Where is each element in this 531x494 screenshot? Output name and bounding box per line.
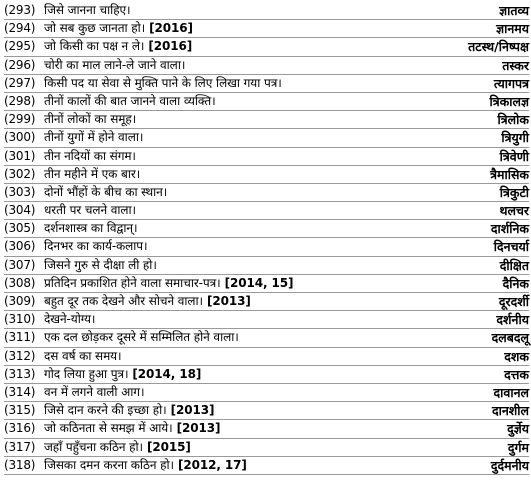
definition-text: [44, 148, 494, 165]
table-row: [4, 38, 529, 56]
definition-text: [44, 75, 488, 92]
table-row: [4, 20, 529, 38]
definition-text: [44, 111, 492, 128]
exam-year-tag: [2013]: [207, 294, 251, 308]
table-row: [4, 220, 529, 238]
table-row: [4, 293, 529, 311]
one-word-answer: दावानल: [493, 384, 529, 400]
one-word-answer: तस्कर: [502, 57, 529, 73]
definition-phrase: तीन नदियों का संगम।: [44, 148, 136, 163]
definition-phrase: जो कठिनता से समझ में आये।: [44, 421, 173, 436]
one-word-answer: दर्शनीय: [496, 312, 529, 328]
definition-text: [44, 166, 484, 183]
item-number: (310): [4, 312, 36, 327]
item-number: (301): [4, 148, 36, 163]
table-row: [4, 420, 529, 438]
item-number: (313): [4, 366, 36, 381]
definition-phrase: तीनों कालों की बात जानने वाला व्यक्ति।: [44, 93, 216, 108]
table-row: [4, 75, 529, 93]
definition-phrase: जिसे दान करने की इच्छा हो।: [44, 403, 167, 418]
table-row: [4, 439, 529, 457]
item-number: (304): [4, 203, 36, 218]
table-row: [4, 148, 529, 166]
definition-phrase: जहाँ पहुँचना कठिन हो।: [44, 439, 143, 454]
table-row: [4, 329, 529, 347]
one-word-answer: दशक: [504, 348, 529, 364]
definition-text: [44, 366, 498, 383]
definition-text: [44, 202, 493, 219]
one-word-answer: त्रिकुटी: [499, 184, 529, 200]
item-number: (299): [4, 112, 36, 127]
definition-phrase: जो किसी का पक्ष न ले।: [44, 39, 145, 54]
definition-text: [44, 275, 497, 292]
item-number: (307): [4, 257, 36, 272]
one-word-answer: त्रैमासिक: [490, 166, 529, 182]
one-word-answer: त्यागपत्र: [493, 75, 529, 91]
definition-phrase: तीन महीने में एक बार।: [44, 166, 141, 181]
definition-phrase: प्रतिदिन प्रकाशित होने वाला समाचार-पत्र।: [44, 275, 221, 290]
one-word-answer: त्रियुगी: [501, 130, 529, 146]
definition-text: [44, 439, 502, 456]
table-row: [4, 275, 529, 293]
item-number: (302): [4, 166, 36, 181]
one-word-answer: दिनचर्या: [493, 239, 529, 255]
item-number: (306): [4, 239, 36, 254]
item-number: (315): [4, 403, 36, 418]
definition-text: [44, 93, 484, 110]
definition-text: [44, 311, 490, 328]
one-word-answer: दुर्दमनीय: [490, 457, 529, 473]
definition-text: [44, 293, 493, 310]
one-word-answer: दलबदलू: [491, 330, 529, 346]
exam-year-tag: [2015]: [147, 439, 191, 454]
definition-text: [44, 57, 496, 74]
exam-year-tag: [2014, 15]: [224, 275, 294, 290]
table-row: [4, 257, 529, 275]
item-number: (296): [4, 57, 36, 72]
definition-phrase: तीनों लोकों का समूह।: [44, 112, 137, 127]
item-number: (297): [4, 75, 36, 90]
table-row: [4, 129, 529, 147]
exam-year-tag: [2016]: [148, 39, 193, 54]
one-word-answer: दुर्गम: [507, 439, 529, 455]
definition-phrase: वन में लगने वाली आग।: [44, 384, 145, 399]
one-word-answer: दार्शनिक: [490, 221, 529, 237]
table-row: [4, 166, 529, 184]
definition-phrase: तीनों युगों में होने वाला।: [44, 130, 144, 145]
exam-year-tag: [2012, 17]: [178, 457, 247, 472]
definition-text: [44, 329, 486, 346]
one-word-answer: दूरदर्शी: [498, 294, 529, 309]
definition-phrase: दस वर्ष का समय।: [44, 348, 122, 363]
definition-text: [44, 220, 485, 237]
item-number: (311): [4, 330, 36, 345]
item-number: (314): [4, 384, 36, 399]
item-number: (316): [4, 421, 36, 436]
definition-text: [44, 420, 501, 437]
definition-phrase: गोद लिया हुआ पुत्र।: [44, 366, 129, 381]
table-row: [4, 202, 529, 220]
definition-text: [44, 2, 493, 19]
one-word-answer: तटस्थ/निष्पक्ष: [468, 39, 529, 55]
item-number: (305): [4, 221, 36, 236]
one-word-answer: दत्तक: [504, 366, 529, 382]
item-number: (293): [4, 3, 36, 17]
definition-phrase: देखने-योग्य।: [44, 312, 96, 327]
definition-phrase: जिसका दमन करना कठिन हो।: [44, 457, 174, 472]
table-row: [4, 311, 529, 329]
table-row: [4, 93, 529, 111]
definition-text: [44, 384, 488, 401]
item-number: (317): [4, 439, 36, 454]
table-row: [4, 384, 529, 402]
definition-phrase: दोनों भौंहों के बीच का स्थान।: [44, 184, 168, 199]
item-number: (318): [4, 457, 36, 472]
definition-phrase: धरती पर चलने वाला।: [44, 203, 136, 218]
definition-phrase: बहुत दूर तक देखने और सोचने वाला।: [44, 294, 203, 308]
definition-text: [44, 457, 485, 474]
one-word-answer: ज्ञातव्य: [499, 3, 529, 18]
definition-phrase: दर्शनशास्त्र का विद्वान्।: [44, 221, 138, 236]
item-number: (303): [4, 184, 36, 199]
item-number: (295): [4, 39, 36, 54]
exam-year-tag: [2016]: [149, 21, 193, 36]
definition-text: [44, 348, 498, 365]
one-word-answer: त्रिवेणी: [499, 148, 529, 164]
table-row: [4, 238, 529, 256]
table-row: [4, 366, 529, 384]
definition-text: [44, 20, 490, 37]
one-word-answer: ज्ञानमय: [496, 21, 529, 37]
one-word-answer: दुर्ज्ञेय: [507, 421, 529, 437]
table-row: [4, 184, 529, 202]
definition-text: [44, 129, 495, 146]
definition-phrase: जिसने गुरु से दीक्षा ली हो।: [44, 257, 157, 272]
definition-text: [44, 238, 488, 255]
item-number: (308): [4, 275, 36, 290]
table-row: [4, 2, 529, 20]
one-word-answer: दानशील: [491, 403, 529, 419]
table-row: [4, 457, 529, 475]
exam-year-tag: [2014, 18]: [132, 366, 202, 381]
definition-phrase: किसी पद या सेवा से मुक्ति पाने के लिए लिखा गया पत्र।: [44, 75, 282, 90]
definition-phrase: जो सब कुछ जानता हो।: [44, 21, 146, 36]
definition-text: [44, 38, 462, 55]
one-word-answer: दैनिक: [502, 275, 529, 291]
one-word-answer: दीक्षित: [499, 257, 529, 273]
table-row: [4, 402, 529, 420]
table-row: [4, 57, 529, 75]
exam-year-tag: [2013]: [170, 403, 215, 418]
table-row: [4, 111, 529, 129]
definition-text: [44, 402, 486, 419]
item-number: (294): [4, 21, 36, 36]
item-number: (309): [4, 294, 36, 308]
definition-phrase: एक दल छोड़कर दूसरे में सम्मिलित होने वाला।: [44, 330, 239, 345]
one-word-answer: त्रिकालज्ञ: [489, 93, 529, 109]
one-word-answer: त्रिलोक: [497, 112, 529, 128]
exam-year-tag: [2013]: [176, 421, 221, 436]
item-number: (300): [4, 130, 36, 145]
definition-text: [44, 257, 494, 274]
definition-phrase: दिनभर का कार्य-कलाप।: [44, 239, 148, 254]
item-number: (312): [4, 348, 36, 363]
definition-phrase: चोरी का माल लाने-ले जाने वाला।: [44, 57, 186, 72]
definition-phrase: जिसे जानना चाहिए।: [44, 3, 131, 17]
definition-text: [44, 184, 494, 201]
one-word-answer: थलचर: [499, 203, 529, 219]
item-number: (298): [4, 93, 36, 108]
table-row: [4, 348, 529, 366]
